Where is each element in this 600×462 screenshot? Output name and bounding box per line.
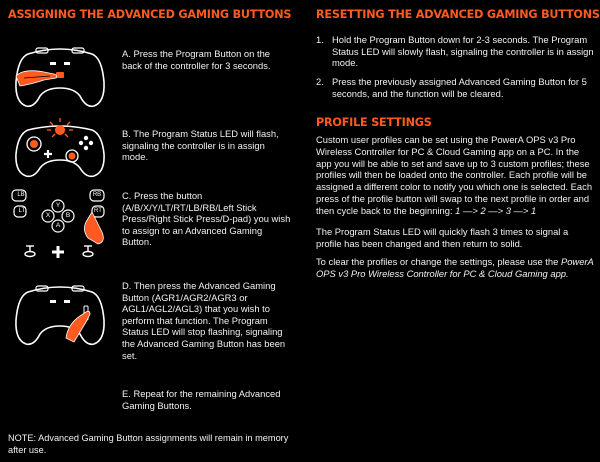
assigning-heading: ASSIGNING THE ADVANCED GAMING BUTTONS (8, 8, 292, 21)
resetting-heading: RESETTING THE ADVANCED GAMING BUTTONS (316, 8, 600, 21)
label-b: B (65, 212, 71, 219)
reset-item-2-number: 2. (316, 76, 324, 87)
reset-item-1 (316, 34, 597, 70)
step-c (122, 190, 292, 248)
controller-back-illustration (14, 42, 106, 112)
step-d-letter: D. (122, 280, 132, 291)
step-e (122, 388, 292, 411)
reset-item-1-text: Hold the Program Button down for 2-3 seconds. The Program Status LED will slowly flash, signaling the controller is in assign mode. (332, 34, 594, 69)
reset-item-2 (316, 76, 597, 100)
profile-paragraph-1-text: Custom user profiles can be set using the PowerA OPS v3 Pro Wireless Controller for PC & Cloud Gaming app on a PC. In the app you will be able to set and save up to 3 custom profiles; these profiles will then be loaded onto the controller. Each profile will be assigned a different color to notify you which one is selected. Each press of the profile button will swap to the next profile in order and then cycle back to the beginning: (316, 134, 593, 216)
step-a (122, 48, 292, 71)
step-d (122, 280, 292, 361)
label-x: X (45, 212, 51, 219)
profile-app-name: PowerA OPS v3 Pro Wireless Controller for PC & Cloud Gaming app. (316, 256, 594, 279)
label-y: Y (55, 202, 61, 209)
step-e-letter: E. (122, 388, 131, 399)
step-b-letter: B. (122, 128, 131, 139)
label-lb: LB (17, 192, 25, 198)
step-c-letter: C. (122, 190, 132, 201)
reset-item-2-text: Press the previously assigned Advanced Gaming Button for 5 seconds, and the function will be cleared. (332, 76, 587, 99)
controller-agb-illustration (14, 280, 106, 350)
memory-note: NOTE: Advanced Gaming Button assignments will remain in memory after use. (8, 433, 289, 455)
profile-cycle: 1 —> 2 —> 3 —> 1 (455, 204, 537, 216)
step-c-text: Press the button (A/B/X/Y/LT/RT/LB/RB/Left Stick Press/Right Stick Press/D-pad) you wish to assign to an Advanced Gaming Button. (122, 190, 291, 248)
step-d-text: Then press the Advanced Gaming Button (AGR1/AGR2/AGR3 or AGL1/AGL2/AGL3) that you wish to perform that function. The Program Status LED will stop flashing, signaling the Advanced Gaming Button has been set. (122, 280, 286, 361)
profile-paragraph-3 (316, 256, 596, 280)
reset-item-1-number: 1. (316, 34, 324, 45)
profile-paragraph-1 (316, 134, 596, 217)
step-b-text: The Program Status LED will flash, signaling the controller is in assign mode. (122, 128, 279, 163)
profile-heading: PROFILE SETTINGS (316, 116, 432, 129)
step-a-letter: A. (122, 48, 131, 59)
step-e-text: Repeat for the remaining Advanced Gaming Buttons. (122, 388, 281, 411)
label-lt: LT (18, 208, 26, 214)
label-a: A (55, 222, 61, 229)
step-b (122, 128, 292, 163)
label-rb: RB (92, 192, 102, 198)
profile-paragraph-2: The Program Status LED will quickly flash 3 times to signal a profile has been changed and then return to solid. (316, 226, 569, 249)
step-a-text: Press the Program Button on the back of the controller for 3 seconds. (122, 48, 271, 71)
controller-led-illustration (14, 120, 106, 180)
profile-paragraph-3-text: To clear the profiles or change the settings, please use the (316, 256, 559, 267)
label-rt: RT (94, 208, 102, 214)
